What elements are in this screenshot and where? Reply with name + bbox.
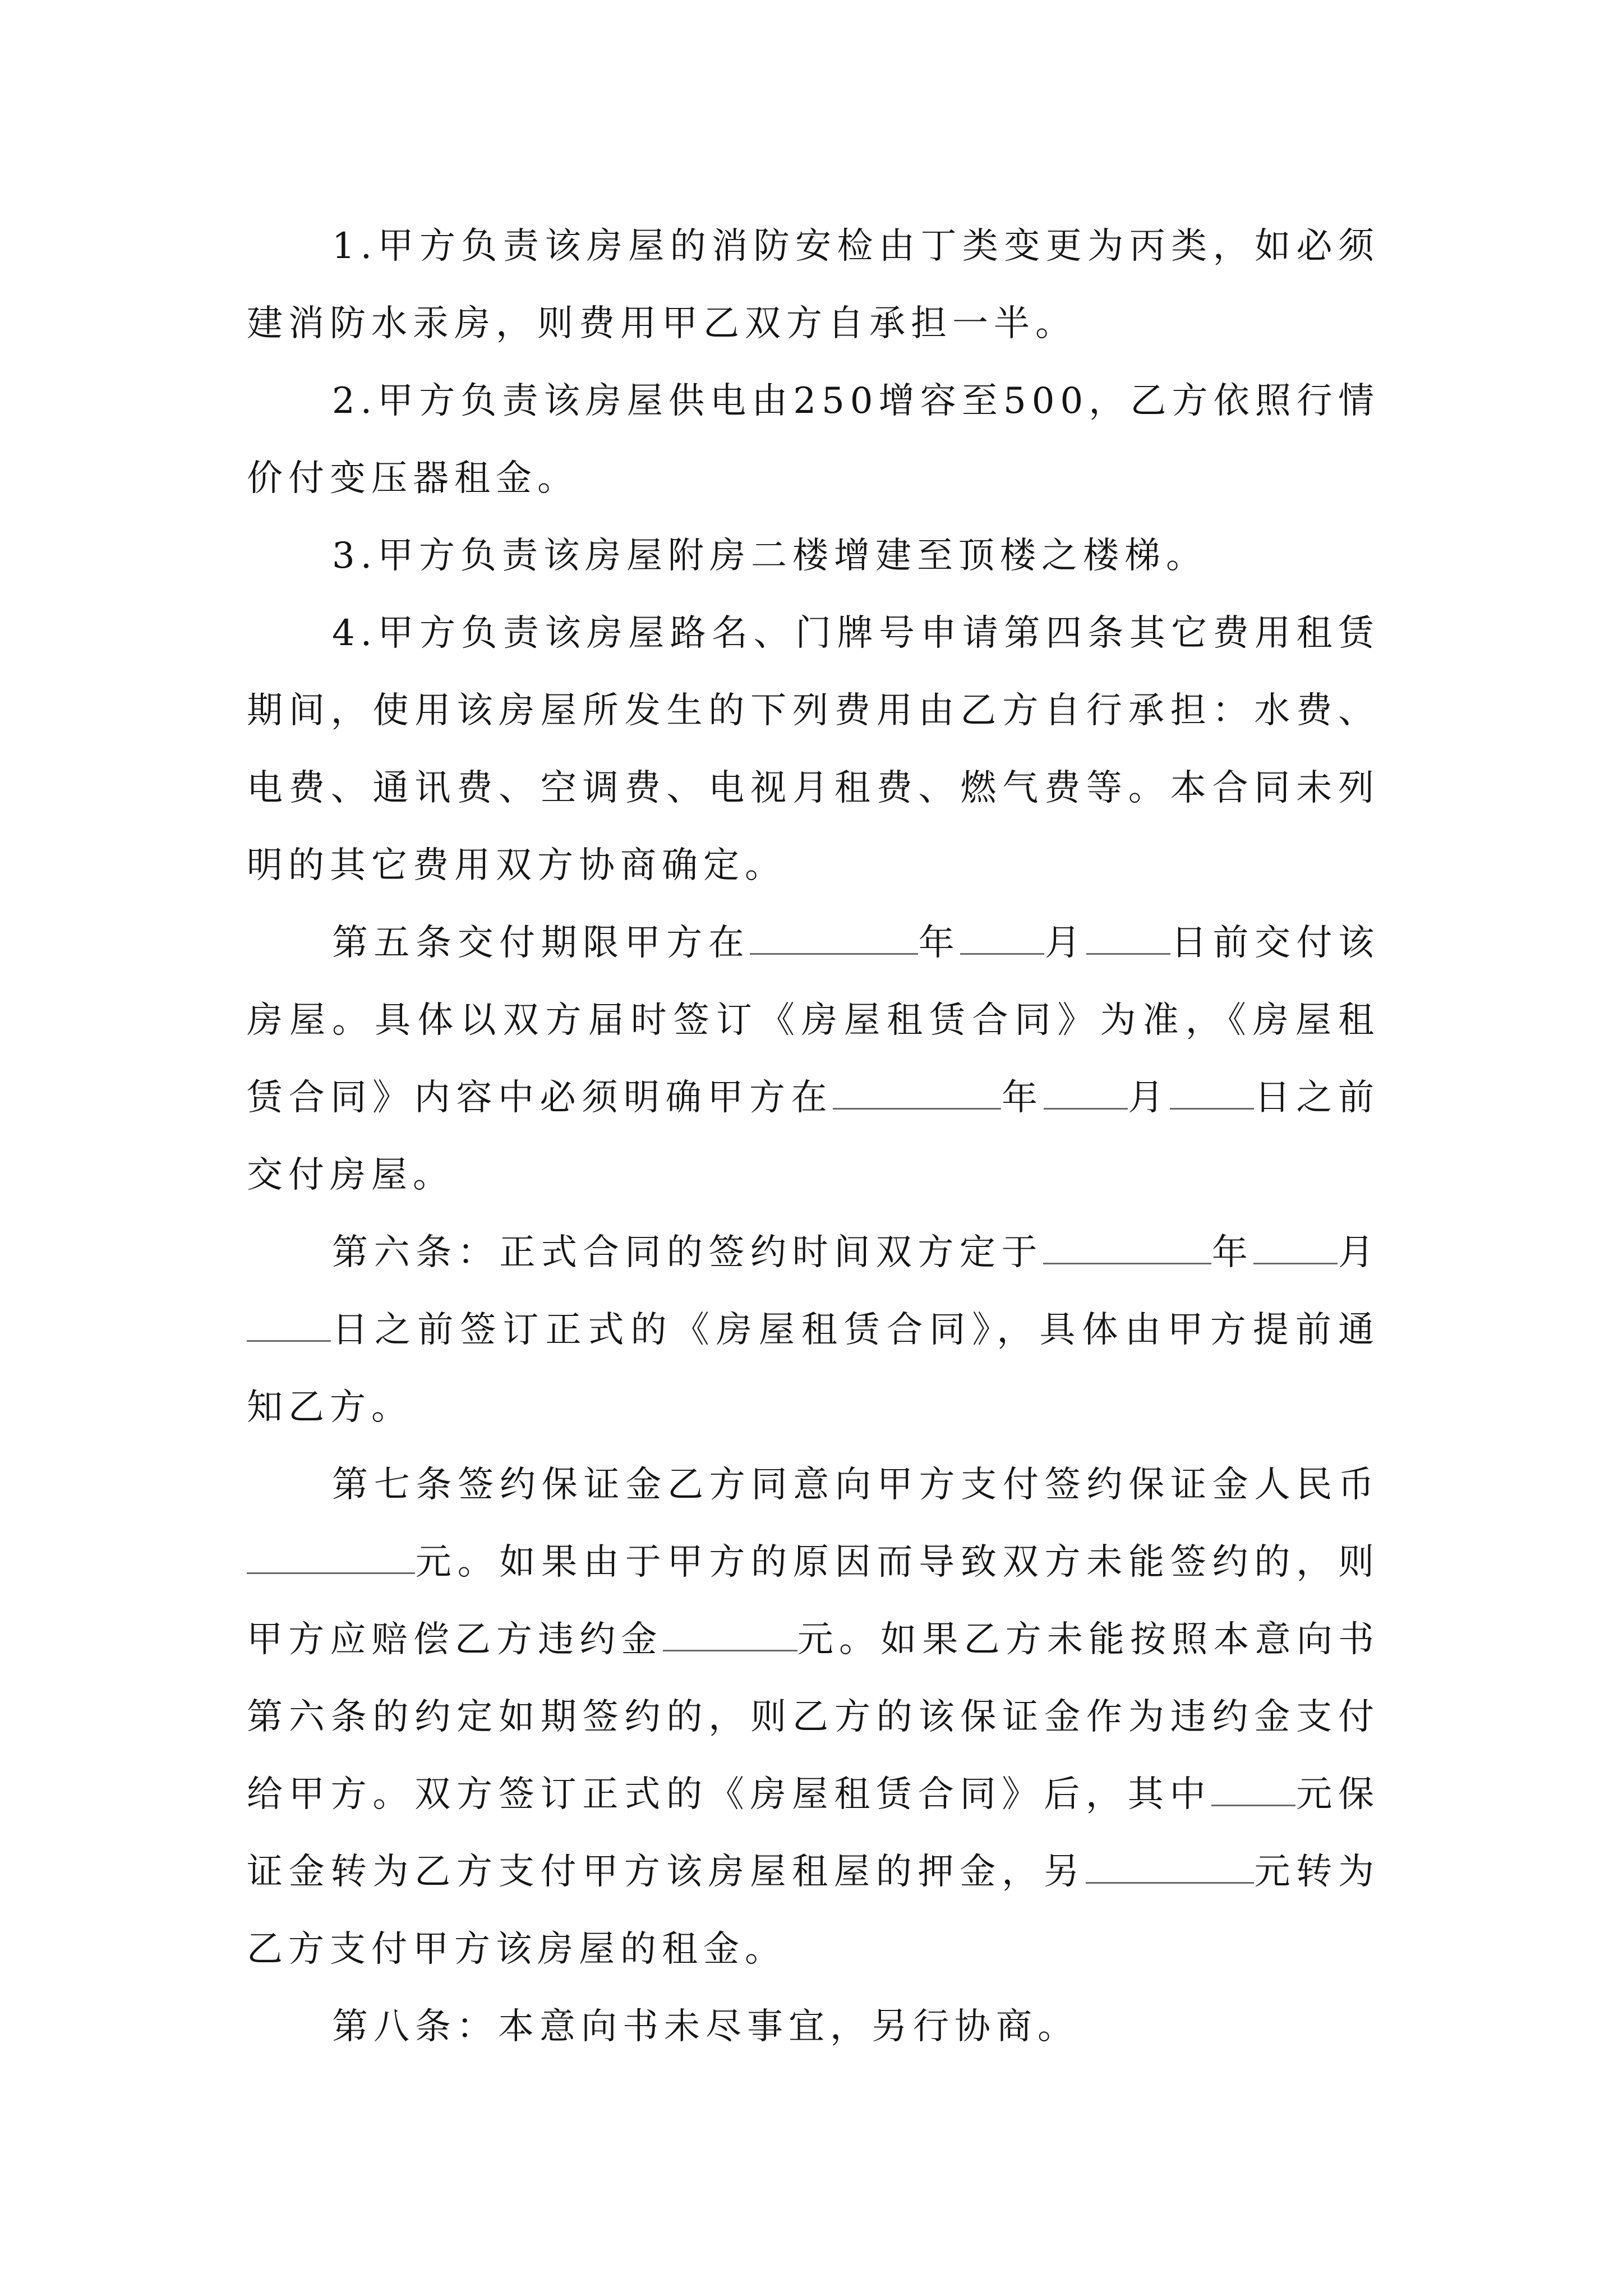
text-fragment: 年 — [1211, 1232, 1254, 1273]
text-fragment: 年 — [1001, 1077, 1044, 1119]
text-fragment: 第七条签约保证金乙方同意向甲方支付签约保证金人民币 — [332, 1464, 1380, 1506]
clause-4: 4.甲方负责该房屋路名、门牌号申请第四条其它费用租赁期间，使用该房屋所发生的下列费用由乙方自行承担：水费、电费、通讯费、空调费、电视月租费、燃气费等。本合同未列明的其它费用双方协商确定。 — [247, 613, 1380, 886]
text-fragment: 月 — [1127, 1077, 1170, 1119]
text-fragment: 元转为乙方支付甲方该房屋的租金。 — [247, 1851, 1380, 1970]
document-page — [247, 208, 1380, 2065]
blank-amount — [247, 1529, 415, 1574]
blank-amount — [663, 1606, 797, 1651]
clause-2: 2.甲方负责该房屋供电由250增容至500，乙方依照行情价付变压器租金。 — [247, 380, 1380, 499]
clause-1: 1.甲方负责该房屋的消防安检由丁类变更为丙类，如必须建消防水汞房，则费用甲乙双方自承担一半。 — [247, 226, 1380, 344]
blank-month — [960, 909, 1044, 955]
text-fragment: 日之前签订正式的《房屋租赁合同》，具体由甲方提前通知乙方。 — [247, 1309, 1380, 1428]
article-6-signing-date — [247, 1214, 1380, 1446]
text-fragment: 元。如果乙方未能按照本意向书第六条的约定如期签约的，则乙方的该保证金作为违约金支付给甲方。双方签订正式的《房屋租赁合同》后，其中 — [247, 1619, 1380, 1815]
article-7-deposit — [247, 1446, 1380, 1988]
text-fragment: 元。如果由于甲方的原因而导致双方未能签约的，则甲方应赔偿乙方违约金 — [247, 1542, 1380, 1660]
text-fragment: 元保证金转为乙方支付甲方该房屋租屋的押金，另 — [247, 1774, 1380, 1893]
text-fragment: 年 — [918, 922, 961, 964]
text-fragment: 月 — [1044, 922, 1087, 964]
article-8-misc: 第八条：本意向书未尽事宜，另行协商。 — [332, 2006, 1079, 2047]
text-fragment: 日之前交付房屋。 — [247, 1077, 1380, 1196]
blank-year — [1043, 1219, 1211, 1264]
blank-amount — [1086, 1838, 1254, 1884]
text-fragment: 第六条：正式合同的签约时间双方定于 — [332, 1232, 1044, 1273]
blank-day — [247, 1296, 331, 1342]
blank-day — [1170, 1064, 1254, 1110]
blank-month — [1253, 1219, 1338, 1264]
blank-year — [750, 909, 918, 955]
article-5-delivery — [247, 904, 1380, 1214]
clause-3: 3.甲方负责该房屋附房二楼增建至顶楼之楼梯。 — [332, 535, 1208, 577]
blank-amount — [1211, 1761, 1295, 1806]
text-fragment: 第五条交付期限甲方在 — [332, 922, 750, 964]
text-fragment: 月 — [1338, 1232, 1380, 1273]
blank-day — [1086, 909, 1170, 955]
blank-month — [1044, 1064, 1128, 1110]
blank-year — [833, 1064, 1001, 1110]
text-fragment: 日前交付该房屋。具体以双方届时签订《房屋租赁合同》为准，《房屋租赁合同》内容中必须明确甲方在 — [247, 922, 1380, 1119]
